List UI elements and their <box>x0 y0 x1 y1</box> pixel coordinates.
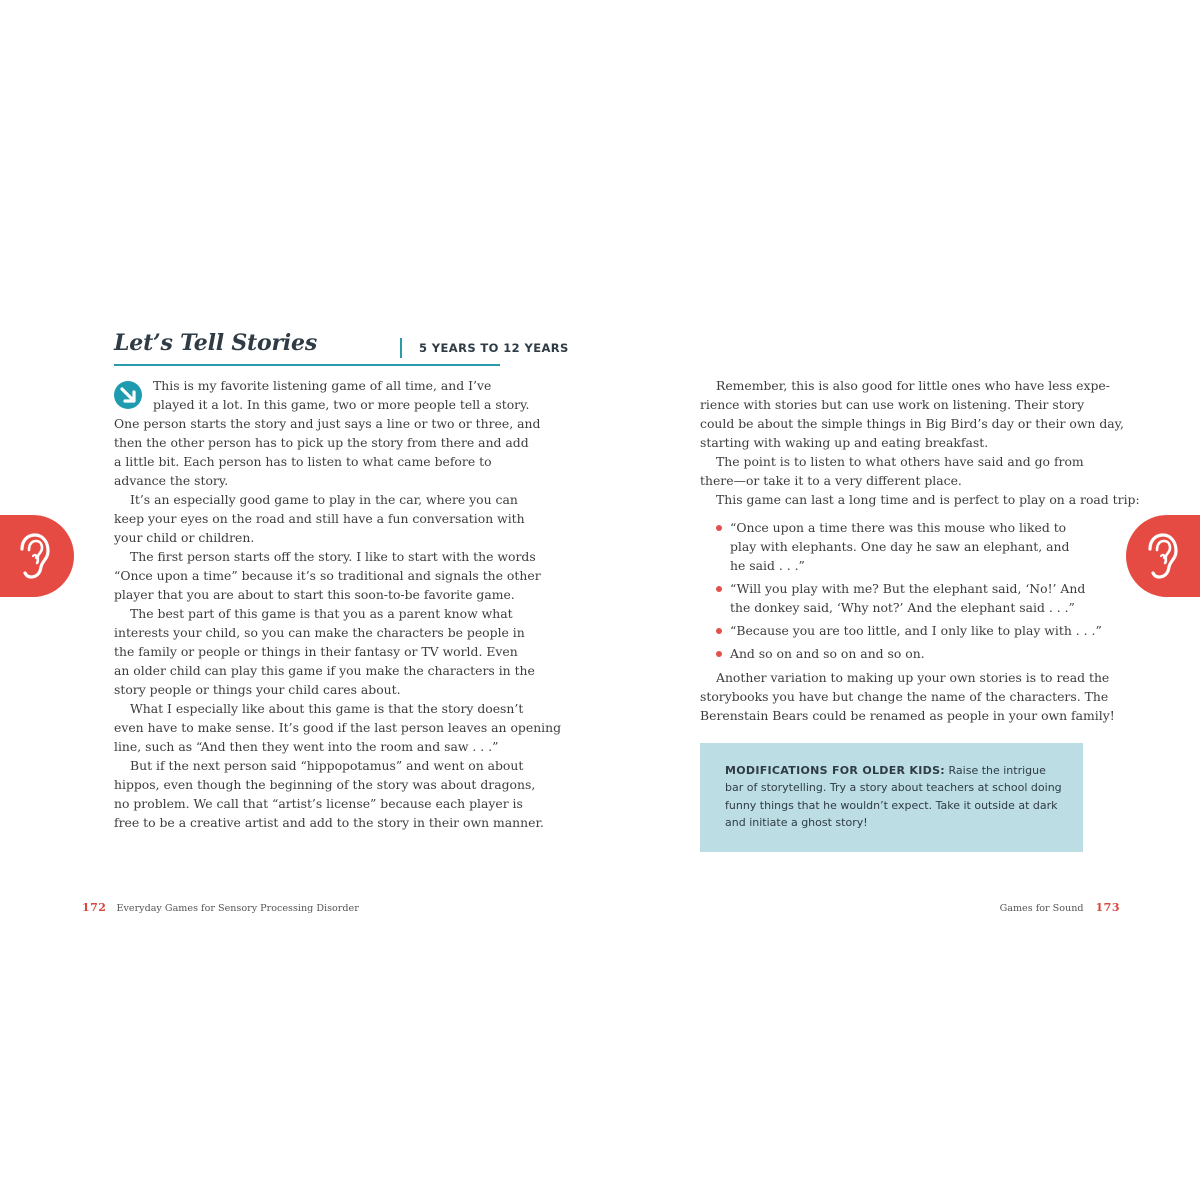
running-head-left: Everyday Games for Sensory Processing Disorder <box>116 903 359 914</box>
text-line: The point is to listen to what others have said and go from <box>716 454 1084 469</box>
bullet-list <box>700 518 1102 663</box>
footer-right <box>1000 901 1120 914</box>
text-line: It’s an especially good game to play in the car, where you can <box>130 492 518 507</box>
bullet-dot <box>716 651 722 657</box>
text-line: no problem. We call that “artist’s license” because each player is <box>114 796 523 811</box>
text-line: “Will you play with me? But the elephant said, ‘No!’ And <box>730 581 1086 596</box>
text-line: keep your eyes on the road and still have a fun conversation with <box>114 511 525 526</box>
text-line: player that you are about to start this soon-to-be favorite game. <box>114 587 515 602</box>
paragraph <box>114 604 535 699</box>
text-line: the family or people or things in their fantasy or TV world. Even <box>114 644 518 659</box>
age-range-label: 5 YEARS TO 12 YEARS <box>419 341 569 355</box>
right-page <box>600 0 1200 1200</box>
modifications-box <box>700 743 1083 852</box>
page-number-right: 173 <box>1095 901 1120 914</box>
paragraph <box>700 668 1115 725</box>
text-line: This game can last a long time and is perfect to play on a road trip: <box>716 492 1140 507</box>
text-line: story people or things your child cares about. <box>114 682 401 697</box>
paragraph <box>114 756 544 832</box>
text-line: then the other person has to pick up the story from there and add <box>114 435 529 450</box>
activity-title: Let’s Tell Stories <box>114 330 318 356</box>
text-line: even have to make sense. It’s good if the last person leaves an opening <box>114 720 562 735</box>
paragraph <box>700 452 1084 490</box>
paragraph <box>700 376 1124 452</box>
text-line: line, such as “And then they went into the room and saw . . .” <box>114 739 499 754</box>
paragraph <box>700 490 1140 509</box>
list-item <box>700 644 1084 663</box>
text-line: there—or take it to a very different place. <box>700 473 962 488</box>
paragraph <box>114 490 525 547</box>
paragraph <box>114 547 541 604</box>
text-line: your child or children. <box>114 530 255 545</box>
text-line: One person starts the story and just says a line or two or three, and <box>114 416 541 431</box>
text-line: starting with waking up and eating breakfast. <box>700 435 989 450</box>
text-line: What I especially like about this game is that the story doesn’t <box>130 701 524 716</box>
list-item <box>700 621 1102 640</box>
text-line: the donkey said, ‘Why not?’ And the elephant said . . .” <box>730 600 1075 615</box>
bullet-dot <box>716 586 722 592</box>
text-line: storybooks you have but change the name of the characters. The <box>700 689 1109 704</box>
text-line: Remember, this is also good for little ones who have less expe- <box>716 378 1110 393</box>
left-column-text <box>114 376 562 832</box>
page-number-left: 172 <box>82 901 107 914</box>
text-line: Another variation to making up your own stories is to read the <box>716 670 1110 685</box>
text-line: free to be a creative artist and add to the story in their own manner. <box>114 815 544 830</box>
ear-icon <box>1140 529 1190 583</box>
text-line: But if the next person said “hippopotamus” and went on about <box>130 758 524 773</box>
text-line: And so on and so on and so on. <box>730 646 925 661</box>
text-line: This is my favorite listening game of all time, and I’ve <box>153 378 492 393</box>
right-column-text <box>700 376 1140 725</box>
text-line: interests your child, so you can make the characters be people in <box>114 625 525 640</box>
list-item <box>700 579 1084 617</box>
text-line: Berenstain Bears could be renamed as people in your own family! <box>700 708 1115 723</box>
bullet-dot <box>716 628 722 634</box>
text-line: a little bit. Each person has to listen to what came before to <box>114 454 492 469</box>
ear-tab-left <box>0 515 74 597</box>
modifications-label: MODIFICATIONS FOR OLDER KIDS: <box>725 764 946 777</box>
text-line: played it a lot. In this game, two or more people tell a story. <box>153 397 530 412</box>
bullet-dot <box>716 525 722 531</box>
text-line: an older child can play this game if you make the characters in the <box>114 663 535 678</box>
text-line: play with elephants. One day he saw an elephant, and <box>730 539 1070 554</box>
text-line: “Once upon a time” because it’s so traditional and signals the other <box>114 568 541 583</box>
footer-left <box>82 901 359 914</box>
heading-divider <box>400 338 402 358</box>
activity-heading <box>114 330 569 366</box>
text-line: “Once upon a time there was this mouse who liked to <box>730 520 1067 535</box>
text-line: The best part of this game is that you as a parent know what <box>130 606 513 621</box>
paragraph <box>114 376 541 490</box>
running-head-right: Games for Sound <box>999 903 1084 914</box>
text-line: he said . . .” <box>730 558 805 573</box>
ear-tab-right <box>1126 515 1200 597</box>
text-line: “Because you are too little, and I only like to play with . . .” <box>730 623 1102 638</box>
text-line: could be about the simple things in Big Bird’s day or their own day, <box>700 416 1124 431</box>
text-line: The first person starts off the story. I like to start with the words <box>130 549 536 564</box>
text-line: hippos, even though the beginning of the story was about dragons, <box>114 777 536 792</box>
modifications-text <box>725 762 1065 831</box>
list-item <box>700 518 1084 575</box>
ear-icon <box>12 529 62 583</box>
modifications-body: Raise the intrigue bar of storytelling. Try a story about teachers at school doing funny things that he wouldn’t expect. Take it outside at dark and initiate a ghost story! <box>725 764 1062 829</box>
text-line: rience with stories but can use work on listening. Their story <box>700 397 1085 412</box>
text-line: advance the story. <box>114 473 229 488</box>
paragraph <box>114 699 562 756</box>
